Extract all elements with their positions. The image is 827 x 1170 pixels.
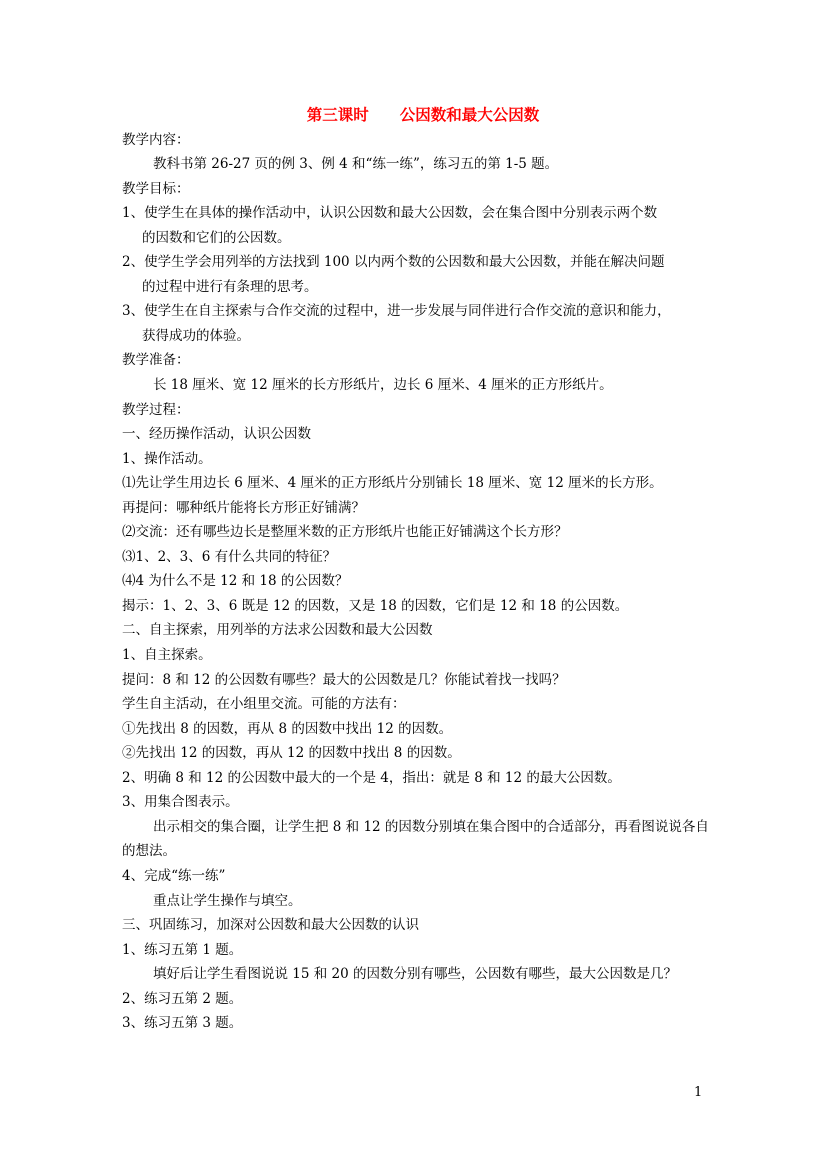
list-item: 3、用集合图表示。	[122, 794, 239, 811]
list-item: ⑷4 为什么不是 12 和 18 的公因数？	[122, 573, 349, 590]
list-item: ①先找出 8 的因数，再从 8 的因数中找出 12 的因数。	[122, 720, 453, 737]
list-item: 1、操作活动。	[122, 450, 212, 467]
page-number: 1	[694, 1085, 703, 1100]
paragraph: 揭示：1、2、3、6 既是 12 的因数，又是 18 的因数，它们是 12 和 18 的公因数。	[122, 597, 629, 614]
list-item: 3、练习五第 3 题。	[122, 1015, 243, 1032]
list-item: ⑴先让学生用边长 6 厘米、4 厘米的正方形纸片分别铺长 18 厘米、宽 12 厘米的长方形。	[122, 475, 663, 492]
section-heading: 教学准备：	[122, 352, 190, 369]
list-item: 1、使学生在具体的操作活动中，认识公因数和最大公因数，会在集合图中分别表示两个数	[122, 205, 658, 222]
list-item: 2、明确 8 和 12 的公因数中最大的一个是 4，指出：就是 8 和 12 的最大公因数。	[122, 769, 621, 786]
paragraph: 学生自主活动，在小组里交流。可能的方法有：	[122, 696, 406, 713]
paragraph: 填好后让学生看图说说 15 和 20 的因数分别有哪些，公因数有哪些，最大公因数是几？	[153, 966, 678, 983]
list-item: ②先找出 12 的因数，再从 12 的因数中找出 8 的因数。	[122, 745, 461, 762]
list-item: 1、练习五第 1 题。	[122, 941, 243, 958]
list-item: 2、练习五第 2 题。	[122, 990, 243, 1007]
subsection-heading: 二、自主探索，用列举的方法求公因数和最大公因数	[122, 622, 433, 639]
list-item-continuation: 获得成功的体验。	[142, 327, 250, 344]
paragraph: 提问：8 和 12 的公因数有哪些？最大的公因数是几？你能试着找一找吗？	[122, 671, 566, 688]
paragraph: 再提问：哪种纸片能将长方形正好铺满？	[122, 499, 365, 516]
paragraph: 教科书第 26-27 页的例 3、例 4 和“练一练”，练习五的第 1-5 题。	[153, 156, 559, 173]
list-item: ⑶1、2、3、6 有什么共同的特征？	[122, 548, 337, 565]
list-item: ⑵交流：还有哪些边长是整厘米数的正方形纸片也能正好铺满这个长方形？	[122, 524, 568, 541]
document-body	[122, 103, 712, 1036]
lesson-title: 第三课时 公因数和最大公因数	[306, 105, 540, 124]
list-item-continuation: 的过程中进行有条理的思考。	[142, 278, 318, 295]
list-item: 3、使学生在自主探索与合作交流的过程中，进一步发展与同伴进行合作交流的意识和能力，	[122, 303, 671, 320]
list-item: 4、完成“练一练”	[122, 867, 226, 884]
section-heading: 教学内容：	[122, 131, 190, 148]
section-heading: 教学过程：	[122, 401, 190, 418]
list-item: 1、自主探索。	[122, 647, 212, 664]
list-item: 2、使学生学会用列举的方法找到 100 以内两个数的公因数和最大公因数，并能在解决问题	[122, 254, 665, 271]
paragraph: 重点让学生操作与填空。	[153, 892, 302, 909]
subsection-heading: 一、经历操作活动，认识公因数	[122, 426, 311, 443]
list-item-continuation: 的因数和它们的公因数。	[142, 229, 291, 246]
paragraph: 出示相交的集合圈，让学生把 8 和 12 的因数分别填在集合图中的合适部分，再看图说说各自的想法。	[122, 818, 709, 860]
section-heading: 教学目标：	[122, 180, 190, 197]
paragraph: 长 18 厘米、宽 12 厘米的长方形纸片，边长 6 厘米、4 厘米的正方形纸片。	[153, 377, 613, 394]
subsection-heading: 三、巩固练习，加深对公因数和最大公因数的认识	[122, 917, 419, 934]
